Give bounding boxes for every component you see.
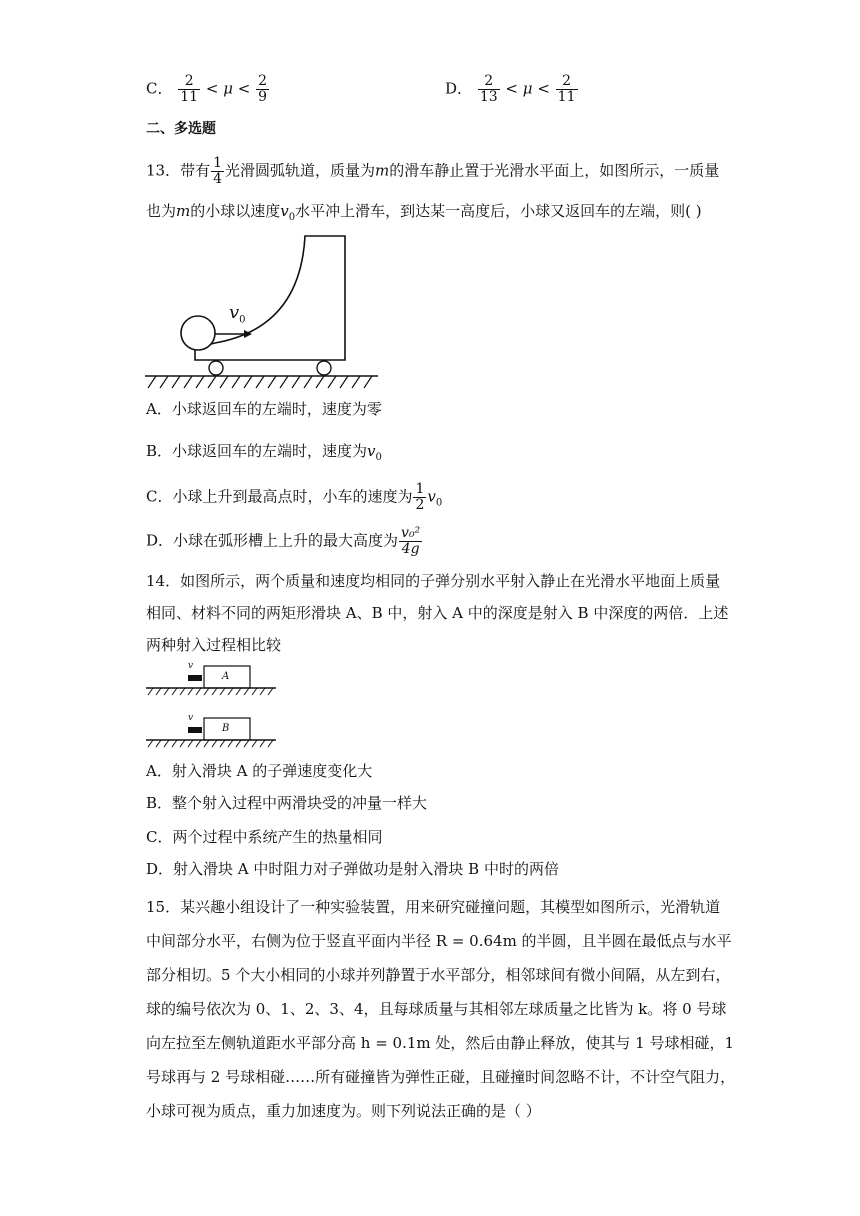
fraction: $\frac{1}{2}$ bbox=[415, 481, 425, 513]
q15-line2: 中间部分水平，右侧为位于竖直平面内半径 R = 0.64m 的半圆，且半圆在最低点与水平 bbox=[146, 932, 732, 950]
fraction: $\frac{2}{11}$ bbox=[557, 73, 576, 105]
block-a-label: A bbox=[222, 671, 230, 682]
q14-option-d: D．射入滑块 A 中时阻力对子弹做功是射入滑块 B 中时的两倍 bbox=[146, 860, 559, 878]
q13-option-d: D．小球在弧形槽上上升的最大高度为 $\frac{\text{v₀²}}{4g}$ bbox=[146, 525, 421, 557]
q13-cart-figure bbox=[140, 228, 390, 393]
fraction: $\frac{2}{11}$ bbox=[180, 73, 199, 105]
q14-figure-b bbox=[144, 712, 279, 748]
wheel-left bbox=[209, 361, 223, 375]
q15-line7: 小球可视为质点，重力加速度为。则下列说法正确的是（ ） bbox=[146, 1102, 541, 1120]
q13-line2: 也为m的小球以速度$v_0$水平冲上滑车，到达某一高度后，小球又返回车的左端，则( ) bbox=[146, 202, 702, 223]
q15-line3: 部分相切。5 个大小相同的小球并列静置于水平部分，相邻球间有微小间隔，从左到右， bbox=[146, 966, 731, 984]
ball bbox=[181, 316, 215, 350]
fraction-quarter: $\frac{1}{4}$ bbox=[213, 155, 223, 187]
q15-line1: 15．某兴趣小组设计了一种实验装置，用来研究碰撞问题，其模型如图所示，光滑轨道 bbox=[146, 898, 721, 916]
fraction: $\frac{2}{13}$ bbox=[479, 73, 498, 105]
q13-line1: 13．带有 $\frac{1}{4}$ 光滑圆弧轨道，质量为m的滑车静止置于光滑水平面上，如图所示，一质量 bbox=[146, 155, 720, 187]
q15-line4: 球的编号依次为 0、1、2、3、4，且每球质量与其相邻左球质量之比皆为 k。将 0 号球 bbox=[146, 1000, 727, 1018]
q14-line3: 两种射入过程相比较 bbox=[146, 636, 282, 654]
q14-line1: 14．如图所示，两个质量和速度均相同的子弹分别水平射入静止在光滑水平地面上质量 bbox=[146, 572, 721, 590]
bullet-v-label-a: v bbox=[188, 661, 194, 671]
q15-line5: 向左拉至左侧轨道距水平部分高 h = 0.1m 处，然后由静止释放，使其与 1 号球相碰，1 bbox=[146, 1034, 735, 1052]
q14-option-c: C．两个过程中系统产生的热量相同 bbox=[146, 828, 383, 846]
q14-option-a: A．射入滑块 A 的子弹速度变化大 bbox=[146, 762, 373, 780]
option-c-top: C． $\frac{2}{11}$ < μ < $\frac{2}{9}$ bbox=[146, 73, 268, 105]
fraction: $\frac{\text{v₀²}}{4g}$ bbox=[401, 525, 421, 557]
q13-option-a: A．小球返回车的左端时，速度为零 bbox=[146, 400, 382, 418]
q13-option-b: B．小球返回车的左端时，速度为$v_0$ bbox=[146, 442, 382, 463]
fraction: $\frac{2}{9}$ bbox=[258, 73, 268, 105]
q14-line2: 相同、材料不同的两矩形滑块 A、B 中，射入 A 中的深度是射入 B 中深度的两倍．上述 bbox=[146, 604, 729, 622]
block-b-label: B bbox=[222, 723, 230, 734]
velocity-label: $v_0$ bbox=[229, 302, 246, 326]
q14-figure-a bbox=[144, 660, 279, 696]
option-d-top: D． $\frac{2}{13}$ < μ < $\frac{2}{11}$ bbox=[445, 73, 576, 105]
q14-option-b: B．整个射入过程中两滑块受的冲量一样大 bbox=[146, 794, 428, 812]
wheel-right bbox=[317, 361, 331, 375]
q15-line6: 号球再与 2 号球相碰……所有碰撞皆为弹性正碰，且碰撞时间忽略不计，不计空气阻力， bbox=[146, 1068, 736, 1086]
bullet-v-label-b: v bbox=[188, 713, 194, 723]
q13-option-c: C．小球上升到最高点时，小车的速度为 $\frac{1}{2}$ $v_0$ bbox=[146, 481, 443, 513]
section-title: 二、多选题 bbox=[146, 121, 216, 137]
